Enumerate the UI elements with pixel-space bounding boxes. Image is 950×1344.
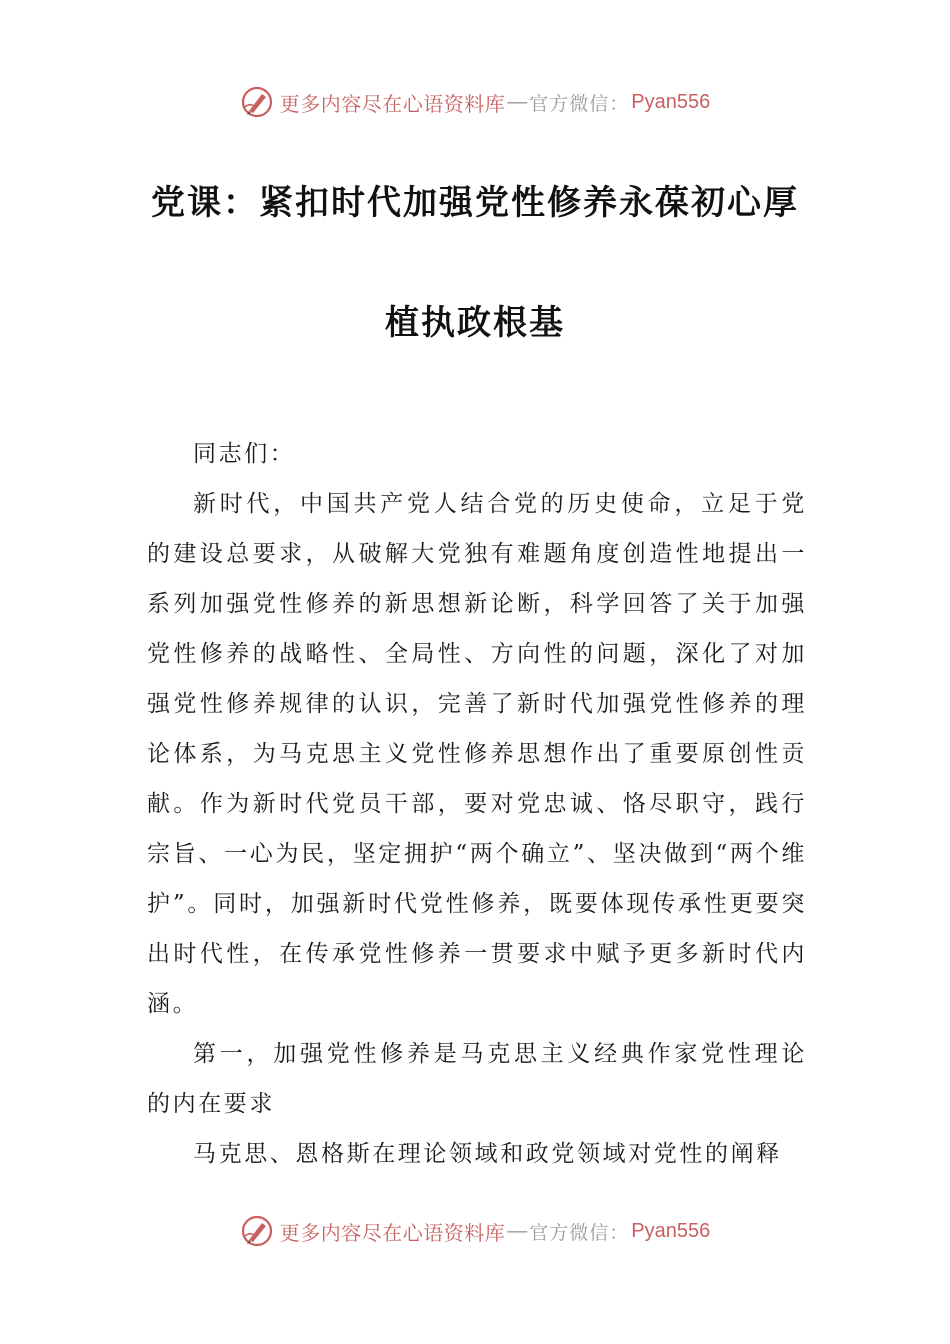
banner-slogan: 更多内容尽在心语资料库	[279, 1220, 506, 1245]
banner-wechat-label: 官方微信：	[529, 92, 630, 115]
pen-logo-icon	[240, 85, 274, 119]
document-title-line-1: 党课：紧扣时代加强党性修养永葆初心厚	[151, 183, 799, 223]
banner-wechat-id: Pyan556	[631, 90, 711, 113]
footer-banner	[0, 1211, 950, 1251]
banner-slogan: 更多内容尽在心语资料库	[279, 91, 506, 116]
section-1-heading: 第一，加强党性修养是马克思主义经典作家党性理论的内在要求	[147, 1041, 807, 1117]
document-title-line-2: 植执政根基	[385, 303, 565, 343]
paragraph-2: 马克思、恩格斯在理论领域和政党领域对党性的阐释	[193, 1141, 782, 1167]
paragraph-1: 新时代，中国共产党人结合党的历史使命，立足于党的建设总要求，从破解大党独有难题角度创造性地提出一系列加强党性修养的新思想新论断，科学回答了关于加强党性修养的战略性、全局性、方向性的问题，深化了对加强党性修养规律的认识，完善了新时代加强党性修养的理论体系，为马克思主义党性修养思想作出了重要原创性贡献。作为新时代党员干部，要对党忠诚、恪尽职守，践行宗旨、一心为民，坚定拥护“两个确立”、坚决做到“两个维护”。同时，加强新时代党性修养，既要体现传承性更要突出时代性，在传承党性修养一贯要求中赋予更多新时代内涵。	[147, 491, 807, 1017]
document-body	[147, 429, 807, 1179]
banner-wechat-label: 官方微信：	[529, 1221, 630, 1244]
banner-separator: —	[507, 90, 528, 113]
pen-logo-icon	[240, 1214, 274, 1248]
greeting: 同志们：	[193, 441, 296, 467]
header-banner	[0, 82, 950, 122]
banner-wechat-id: Pyan556	[631, 1219, 711, 1242]
banner-separator: —	[507, 1219, 528, 1242]
